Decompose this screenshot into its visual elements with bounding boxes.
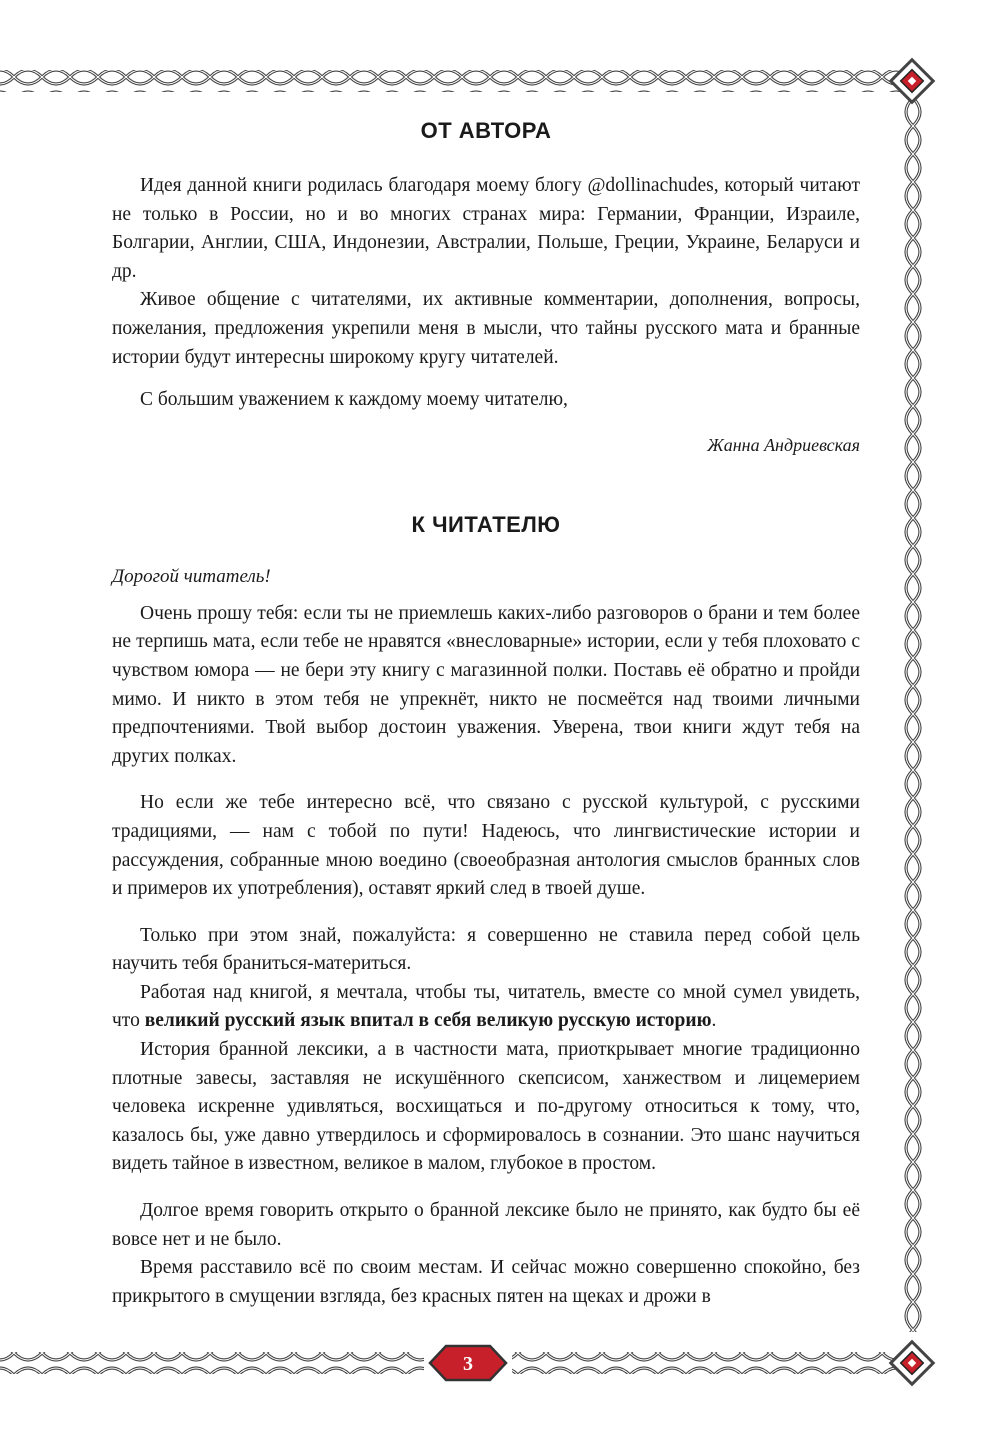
page-content [112,118,860,1311]
p4-end: . [711,1010,717,1032]
reader-paragraph-bold-phrase [112,979,860,1036]
reader-paragraph: Время расставило всё по своим местам. И сейчас можно совершенно спокойно, без прикрытого в смущении взгляда, без красных пятен на щеках и дрожи в [112,1257,860,1307]
corner-ornament-top [891,60,933,102]
reader-paragraph: Долгое время говорить открыто о бранной лексике было не принято, как будто бы её вовсе нет и не было. [112,1200,860,1250]
page-number: 3 [463,1352,473,1375]
border-top [0,70,900,92]
border-right [900,92,922,1332]
author-paragraph: Идея данной книги родилась благодаря моему блогу @dollinachudes, который читают не только в России, но и во многих странах мира: Германии, Франции, Израиле, Болгарии, Англии, США, Индонезии, Австралии, Польше, Греции, Украине, Беларуси и др. [112,175,860,282]
reader-heading: К ЧИТАТЕЛЮ [411,511,561,537]
author-heading: ОТ АВТОРА [420,118,552,143]
salutation: Дорогой читатель! [112,565,271,587]
p4-start: Работая над книгой, я мечтала, чтобы ты, читатель, вместе со мной сумел увидеть, что [112,981,860,1032]
author-signature: Жанна Андриевская [707,434,860,455]
corner-ornament-bottom [891,1342,933,1384]
reader-paragraph: Только при этом знай, пожалуйста: я совершенно не ставила перед собой цель научить тебя браниться-материться. [112,924,860,975]
author-paragraph: Живое общение с читателями, их активные комментарии, дополнения, вопросы, пожелания, предложения укрепили меня в мысли, что тайны русского мата и бранные истории будут интересны широкому кругу читателей. [112,289,860,368]
p4-bold: великий русский язык впитал в себя великую русскую историю [144,1010,712,1032]
reader-paragraph: Но если же тебе интересно всё, что связано с русской культурой, с русскими традициями, — нам с тобой по пути! Надеюсь, что лингвистические истории и рассуждения, собранные мною воедино (своеобразная антология смыслов бранных слов и примеров их употребления), оставят яркий след в твоей душе. [112,792,860,900]
reader-paragraph: Очень прошу тебя: если ты не приемлешь каких-либо разговоров о брани и тем более не терпишь мата, если тебе не нравятся «внесловарные» истории, если у тебя плоховато с чувством юмора — не бери эту книгу с магазинной полки. Поставь её обратно и пройди мимо. И никто в этом тебя не упрекнёт, никто не посмеётся над твоими личными предпочтениями. Твой выбор достоин уважения. Уверена, твои книги ждут тебя на других полках. [112,602,860,767]
reader-paragraph: История бранной лексики, а в частности мата, приоткрывает многие традиционно плотные завесы, заставляя не искушённого скепсисом, ханжеством и лицемерием человека искренне удивляться, восхищаться и по-другому относиться к тому, что, казалось бы, уже давно утвердилось и сформировалось в сознании. Это шанс научиться видеть тайное в известном, великое в малом, глубокое в простом. [112,1039,860,1175]
author-paragraph: С большим уважением к каждому моему читателю, [140,389,568,411]
